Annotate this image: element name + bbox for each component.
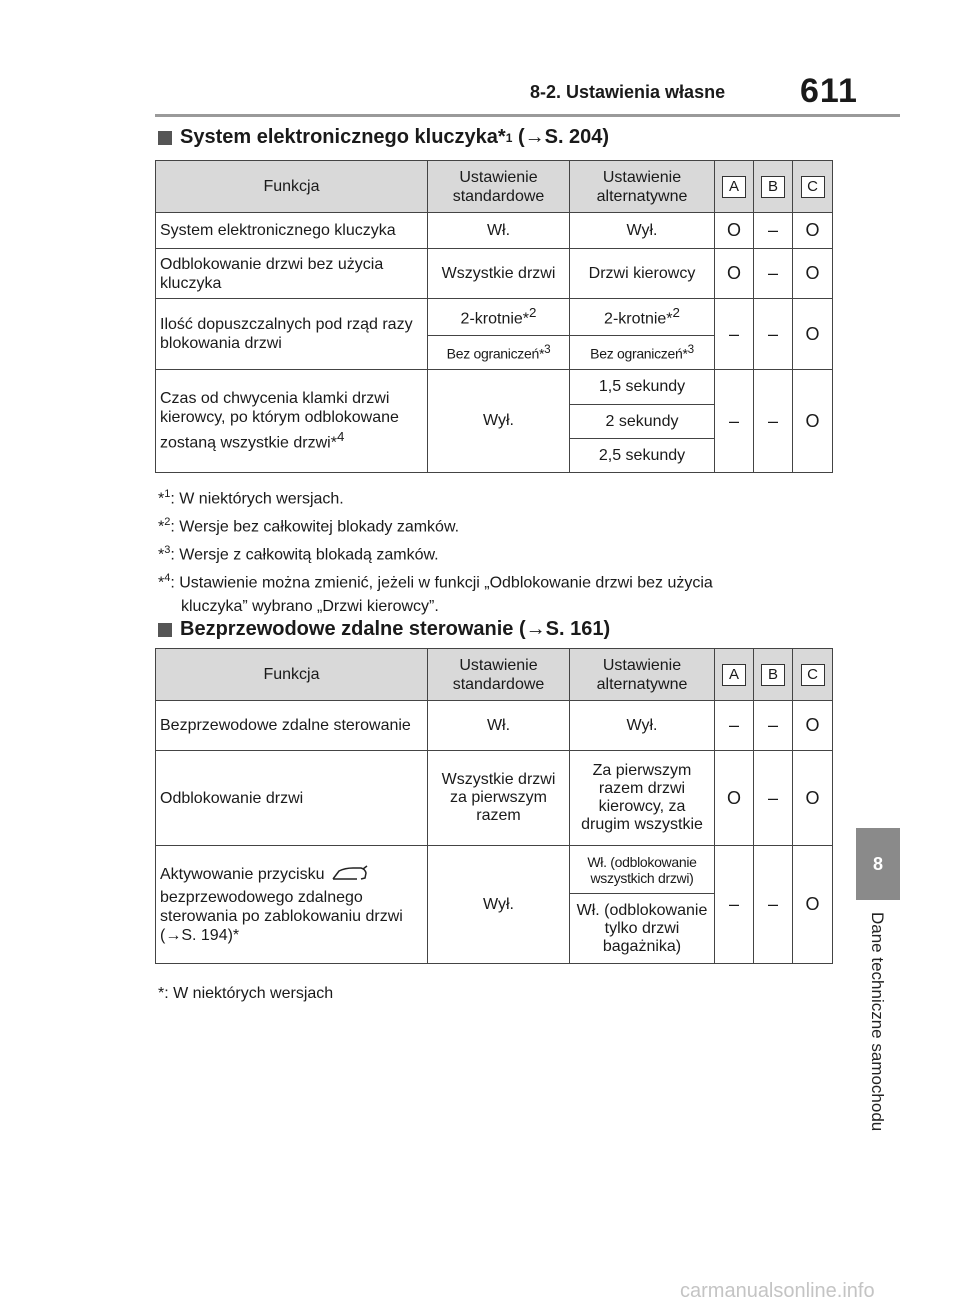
table-header-row (156, 161, 833, 213)
header-default: Ustawienie standardowe (428, 649, 570, 701)
table-row: Bezprzewodowe zdalne sterowanie Wł. Wył. – – O (156, 701, 833, 751)
table-row: 2,5 sekundy (156, 439, 833, 473)
table-row: Czas od chwycenia klamki drzwi kierowcy, po którym odblokowane zostaną wszystkie drzwi*$^4$ Wył. 1,5 sekundy – – O (156, 370, 833, 405)
trunk-open-icon (331, 865, 369, 883)
table-row: Wł. (odblokowanie tylko drzwi bagażnika) (156, 894, 833, 964)
header-rule (155, 114, 900, 117)
header-a: A (722, 664, 746, 686)
section2-title: Bezprzewodowe zdalne sterowanie (→S. 161) (158, 618, 610, 641)
chapter-label: Dane techniczne samochodu (868, 912, 887, 1132)
header-function: Funkcja (156, 161, 428, 213)
remote-control-table (155, 648, 833, 964)
header-b: B (761, 664, 785, 686)
header-a: A (722, 176, 746, 198)
footnote-4: *$^4$: Ustawienie można zmienić, jeżeli w funkcji „Odblokowanie drzwi bez użycia kluczyka” wybrano „Drzwi kierowcy”. (158, 572, 713, 616)
table-row: System elektronicznego kluczyka Wł. Wył. O – O (156, 213, 833, 249)
header-alternative: Ustawienie alternatywne (570, 161, 715, 213)
header-c: C (801, 176, 825, 198)
table-row: Odblokowanie drzwi Wszystkie drzwi za pierwszym razem Za pierwszym razem drzwi kierowcy, za drugim wszystkie O – O (156, 751, 833, 846)
smart-key-table (155, 160, 833, 473)
page-number: 611 (800, 72, 858, 110)
section1-title: System elektronicznego kluczyka* 1 (→S. 204) (158, 126, 609, 149)
chapter-tab: 8 (856, 828, 900, 900)
table-header-row (156, 649, 833, 701)
table-row: Ilość dopuszczalnych pod rząd razy blokowania drzwi 2-krotnie*$^2$ 2-krotnie*$^2$ – – O (156, 299, 833, 336)
table-row: Odblokowanie drzwi bez użycia kluczyka Wszystkie drzwi Drzwi kierowcy O – O (156, 249, 833, 299)
header-b: B (761, 176, 785, 198)
footnote-1: *$^1$: W niektórych wersjach. (158, 488, 344, 508)
footnote-3: *$^3$: Wersje z całkowitą blokadą zamków. (158, 544, 439, 564)
table-row: 2 sekundy (156, 405, 833, 439)
watermark: carmanualsonline.info (680, 1280, 875, 1302)
header-default: Ustawienie standardowe (428, 161, 570, 213)
table-row: Bez ograniczeń*$^3$ Bez ograniczeń*$^3$ (156, 336, 833, 370)
section-header: 8-2. Ustawienia własne (530, 82, 726, 102)
footnote-2: *$^2$: Wersje bez całkowitej blokady zamków. (158, 516, 460, 536)
header-alternative: Ustawienie alternatywne (570, 649, 715, 701)
table-row: Aktywowanie przycisku bezprzewodowego zdalnego sterowania po zablokowaniu drzwi (→S. 194)* Wył. Wł. (odblokowanie wszystkich drzwi) – – O (156, 846, 833, 894)
header-c: C (801, 664, 825, 686)
bullet-icon (158, 131, 172, 145)
bullet-icon (158, 623, 172, 637)
footnote-remote: *: W niektórych wersjach (158, 985, 334, 1002)
header-function: Funkcja (156, 649, 428, 701)
